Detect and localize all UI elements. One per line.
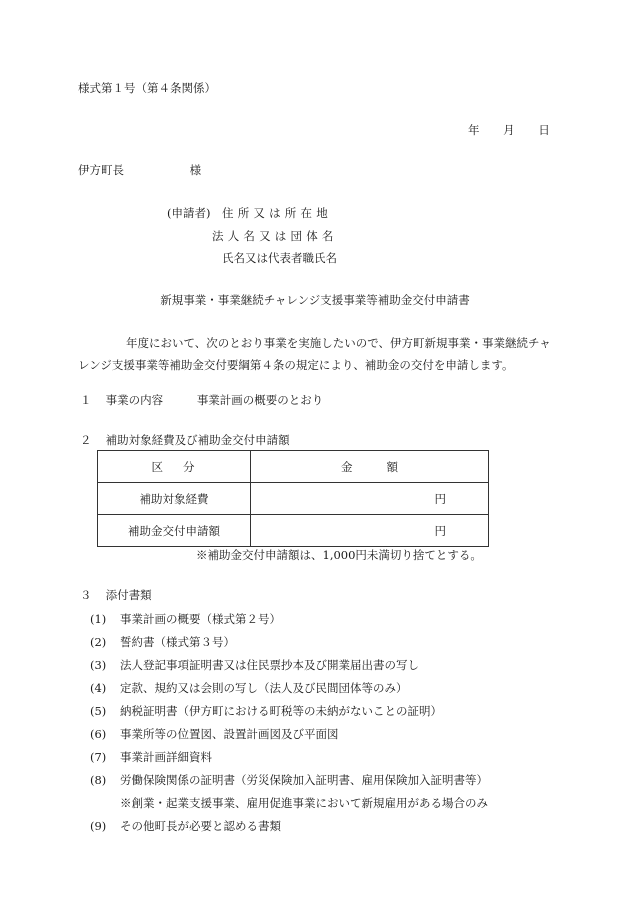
row-amount[interactable]: 円: [251, 515, 489, 547]
form-number: 様式第１号（第４条関係）: [78, 81, 216, 95]
attachment-item: [90, 657, 419, 673]
section-3-number: ３: [80, 588, 92, 602]
attachment-number: (1): [90, 612, 107, 626]
date-day: 日: [538, 123, 550, 137]
addressee-name: 伊方町長: [78, 163, 124, 177]
section-2-label: 補助対象経費及び補助金交付申請額: [105, 433, 290, 447]
attachment-item: [90, 680, 408, 696]
amounts-table: [97, 450, 489, 547]
applicant-representative-label: 氏名又は代表者職氏名: [222, 251, 337, 265]
attachment-number: (5): [90, 704, 107, 718]
attachment-number: (9): [90, 819, 107, 833]
header-amount: 金額: [251, 451, 489, 483]
addressee-suffix: 様: [189, 163, 202, 177]
addressee: [78, 162, 201, 178]
row-label: 補助金交付申請額: [98, 515, 251, 547]
section-3-heading: [80, 587, 152, 603]
applicant-address-label: 住所又は所在地: [222, 206, 332, 220]
attachment-item: [90, 749, 212, 765]
attachment-number: (7): [90, 750, 107, 764]
body-paragraph: 年度において、次のとおり事業を実施したいので、伊方町新規事業・事業継続チャレンジ支援事業等補助金交付要綱第４条の規定により、補助金の交付を申請します。: [78, 336, 551, 372]
attachment-item: [90, 634, 235, 650]
attachment-item: [90, 726, 339, 742]
attachment-item-note: ※創業・起業支援事業、雇用促進事業において新規雇用がある場合のみ: [120, 796, 488, 810]
attachment-text: その他町長が必要と認める書類: [120, 819, 281, 833]
section-2-number: ２: [80, 433, 92, 447]
attachment-text: 法人登記事項証明書又は住民票抄本及び開業届出書の写し: [120, 658, 419, 672]
table-row: [98, 515, 489, 547]
attachment-text: 納税証明書（伊方町における町税等の未納がないことの証明）: [120, 704, 442, 718]
attachment-number: (3): [90, 658, 107, 672]
attachment-text: 誓約書（様式第３号）: [120, 635, 235, 649]
attachment-item: [90, 703, 442, 719]
applicant-prefix: (申請者): [167, 206, 211, 220]
section-1-label: 事業の内容: [105, 393, 164, 407]
attachment-number: (2): [90, 635, 107, 649]
attachment-item: [90, 772, 488, 788]
section-1: [80, 392, 323, 408]
attachment-text: 事業所等の位置図、設置計画図及び平面図: [120, 727, 339, 741]
table-note: ※補助金交付申請額は、1,000円未満切り捨てとする。: [196, 548, 482, 562]
table-row: [98, 483, 489, 515]
header-category: 区分: [98, 451, 251, 483]
row-amount[interactable]: 円: [251, 483, 489, 515]
document-title: 新規事業・事業継続チャレンジ支援事業等補助金交付申請書: [160, 293, 470, 307]
attachment-text: 事業計画の概要（様式第２号）: [120, 612, 281, 626]
attachment-item: [90, 818, 281, 834]
section-2-heading: [80, 432, 290, 448]
attachment-text: 事業計画詳細資料: [120, 750, 212, 764]
section-1-value: 事業計画の概要のとおり: [196, 393, 324, 407]
section-1-number: １: [80, 393, 92, 407]
attachment-number: (6): [90, 727, 107, 741]
applicant-corporate-name-label: 法人名又は団体名: [212, 229, 338, 243]
table-header-row: [98, 451, 489, 483]
attachment-number: (4): [90, 681, 107, 695]
date-line: [468, 122, 550, 138]
attachment-number: (8): [90, 773, 107, 787]
attachment-text: 定款、規約又は会則の写し（法人及び民間団体等のみ）: [120, 681, 408, 695]
attachment-text: 労働保険関係の証明書（労災保険加入証明書、雇用保険加入証明書等）: [120, 773, 488, 787]
row-label: 補助対象経費: [98, 483, 251, 515]
section-3-label: 添付書類: [105, 588, 152, 602]
date-month: 月: [503, 123, 515, 137]
attachment-item: [90, 611, 281, 627]
date-year: 年: [468, 123, 480, 137]
